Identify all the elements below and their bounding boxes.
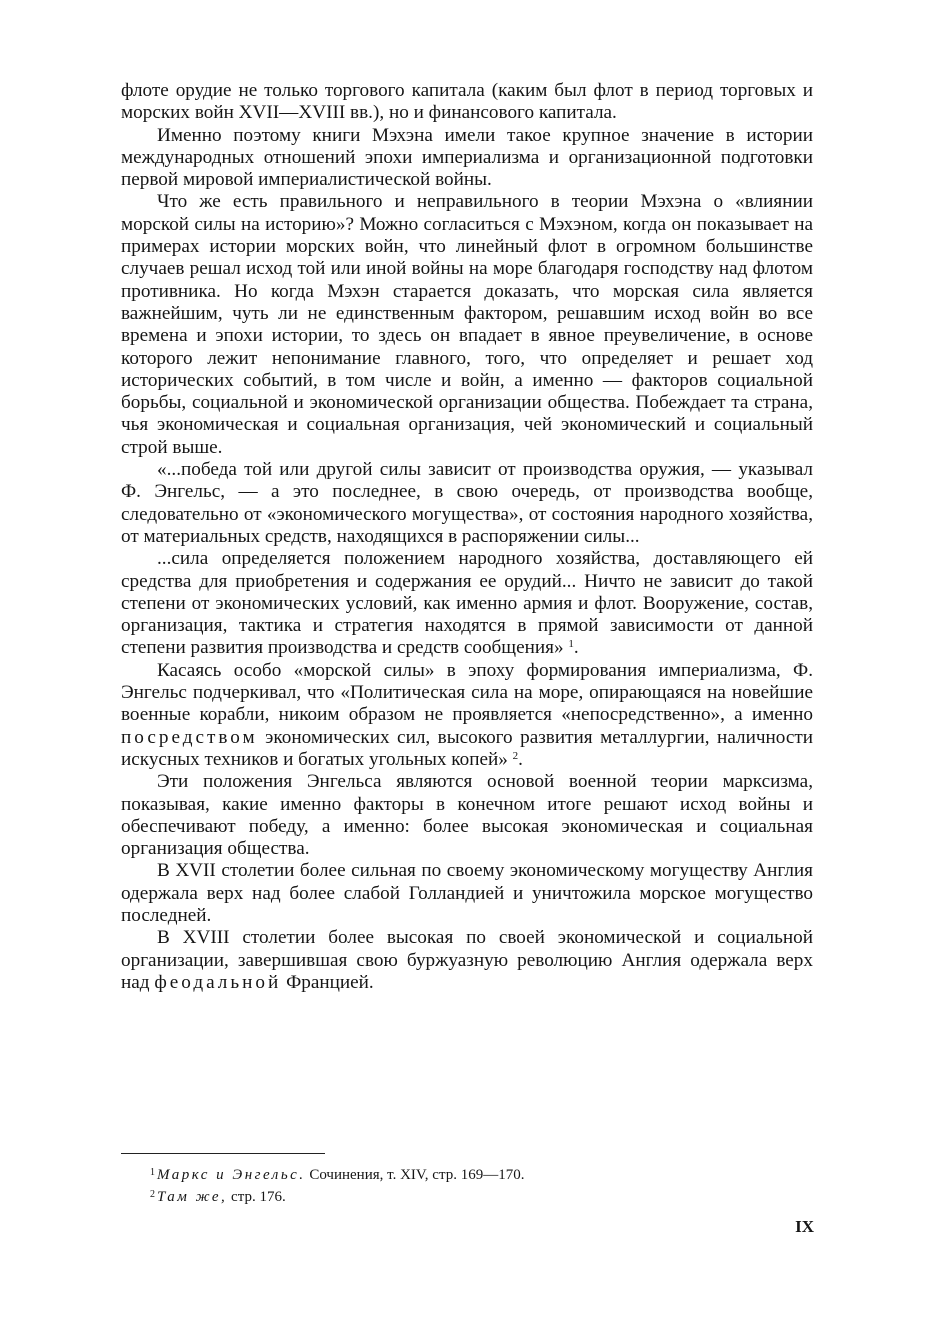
footnote-2-author: Там же, [157,1189,228,1205]
quote-engels-2: ...сила определяется положением народного хозяйства, доставляющего ей средства для приобретения и содержания ее орудий... Ничто не зависит до такой степени от экономических условий, как именно армия и флот. Вооружение, состав, организация, тактика и стратегия находятся в прямой зависимости от данной степени развития производства и средств сообщения» $^1$. [121,548,813,659]
spaced-emphasis-word: посредством [121,726,258,748]
spaced-emphasis-word-feudal: феодальной [154,971,282,993]
footnote-2 [150,1185,810,1207]
footnote-2-text: стр. 176. [231,1189,286,1205]
footnote-ref-1: 1 [568,638,574,651]
footnote-divider [121,1153,325,1154]
quote-engels-1: «...победа той или другой силы зависит от производства оружия, — указывал Ф. Энгельс, — а это последнее, в свою очередь, от производства вообще, следовательно от «экономического могущества», от состояния народного хозяйства, от материальных средств, находящихся в распоряжении силы... [121,459,813,547]
paragraph-xvii-century: В XVII столетии более сильная по своему экономическому могуществу Англия одержала верх над более слабой Голландией и уничтожила морское могущество последней. [121,860,813,926]
paragraph-continuation: флоте орудие не только торгового капитала (каким был флот в период торговых и морских войн XVII—XVIII вв.), но и финансового капитала. [121,80,813,124]
paragraph-mahan-books: Именно поэтому книги Мэхэна имели такое крупное значение в истории международных отношений эпохи империализма и организационной подготовки первой мировой империалистической войны. [121,124,813,191]
footnote-ref-2: 2 [512,749,519,762]
body-text [121,80,813,994]
footnotes [150,1163,810,1207]
paragraph-xviii-century [121,927,813,994]
footnote-1-text: Сочинения, т. XIV, стр. 169—170. [309,1167,525,1183]
naval-power-text-1: Касаясь особо «морской силы» в эпоху формирования империализма, Ф. Энгельс подчеркивал, что «Политическая сила на море, опирающаяся на новейшие военные корабли, никоим образом не проявляется «непосредственно», а именно [121,659,813,726]
footnote-1-mark: 1 [150,1167,155,1178]
footnote-1-author: Маркс и Энгельс. [157,1167,306,1183]
xviii-text-2: Францией. [286,971,374,993]
quote-engels-2-text: ...сила определяется положением народного хозяйства, доставляющего ей средства для приобретения и содержания ее орудий... Ничто не зависит до такой степени от экономических условий, как именно армия и флот. Вооружение, состав, организация, тактика и стратегия находятся в прямой зависимости от данной степени развития производства и средств сообщения» [121,548,813,659]
footnote-2-mark: 2 [150,1189,155,1200]
footnote-1 [150,1163,810,1185]
paragraph-naval-power: Касаясь особо «морской силы» в эпоху формирования империализма, Ф. Энгельс подчеркивал, что «Политическая сила на море, опирающаяся на новейшие военные корабли, никоим образом не проявляется «непосредственно», а именно посредством экономических сил, высокого развития металлургии, наличности искусных техников и богатых угольных копей» $^2$. [121,659,814,770]
xviii-text-1: В XVIII столетии более высокая по своей экономической и социальной организации, завершившая свою буржуазную революцию Англия одержала верх над [121,927,813,993]
naval-power-text-2: экономических сил, высокого развития металлургии, наличности искусных техников и богатых угольных копей» [121,726,814,770]
paragraph-marxism-theory: Эти положения Энгельса являются основой военной теории марксизма, показывая, какие именно факторы в конечном итоге решают исход войны и обеспечивают победу, а именно: более высокая экономическая и социальная организация общества. [121,771,813,860]
page-number: IX [795,1217,814,1236]
paragraph-mahan-theory: Что же есть правильного и неправильного в теории Мэхэна о «влиянии морской силы на историю»? Можно согласиться с Мэхэном, когда он показывает на примерах истории морских войн, что линейный флот в огромном большинстве случаев решал исход той или иной войны на море благодаря господству над флотом противника. Но когда Мэхэн старается доказать, что морская сила является важнейшим, чуть ли не единственным фактором, решавшим исход войн во все времена и эпохи истории, то здесь он впадает в явное преувеличение, в основе которого лежит непонимание главного, того, что определяет и решает ход исторических событий, в том числе и войн, а именно — факторов социальной борьбы, социальной и экономической организации общества. Побеждает та страна, чья экономическая и социальная организация, чей экономический и социальный строй выше. [121,191,813,458]
